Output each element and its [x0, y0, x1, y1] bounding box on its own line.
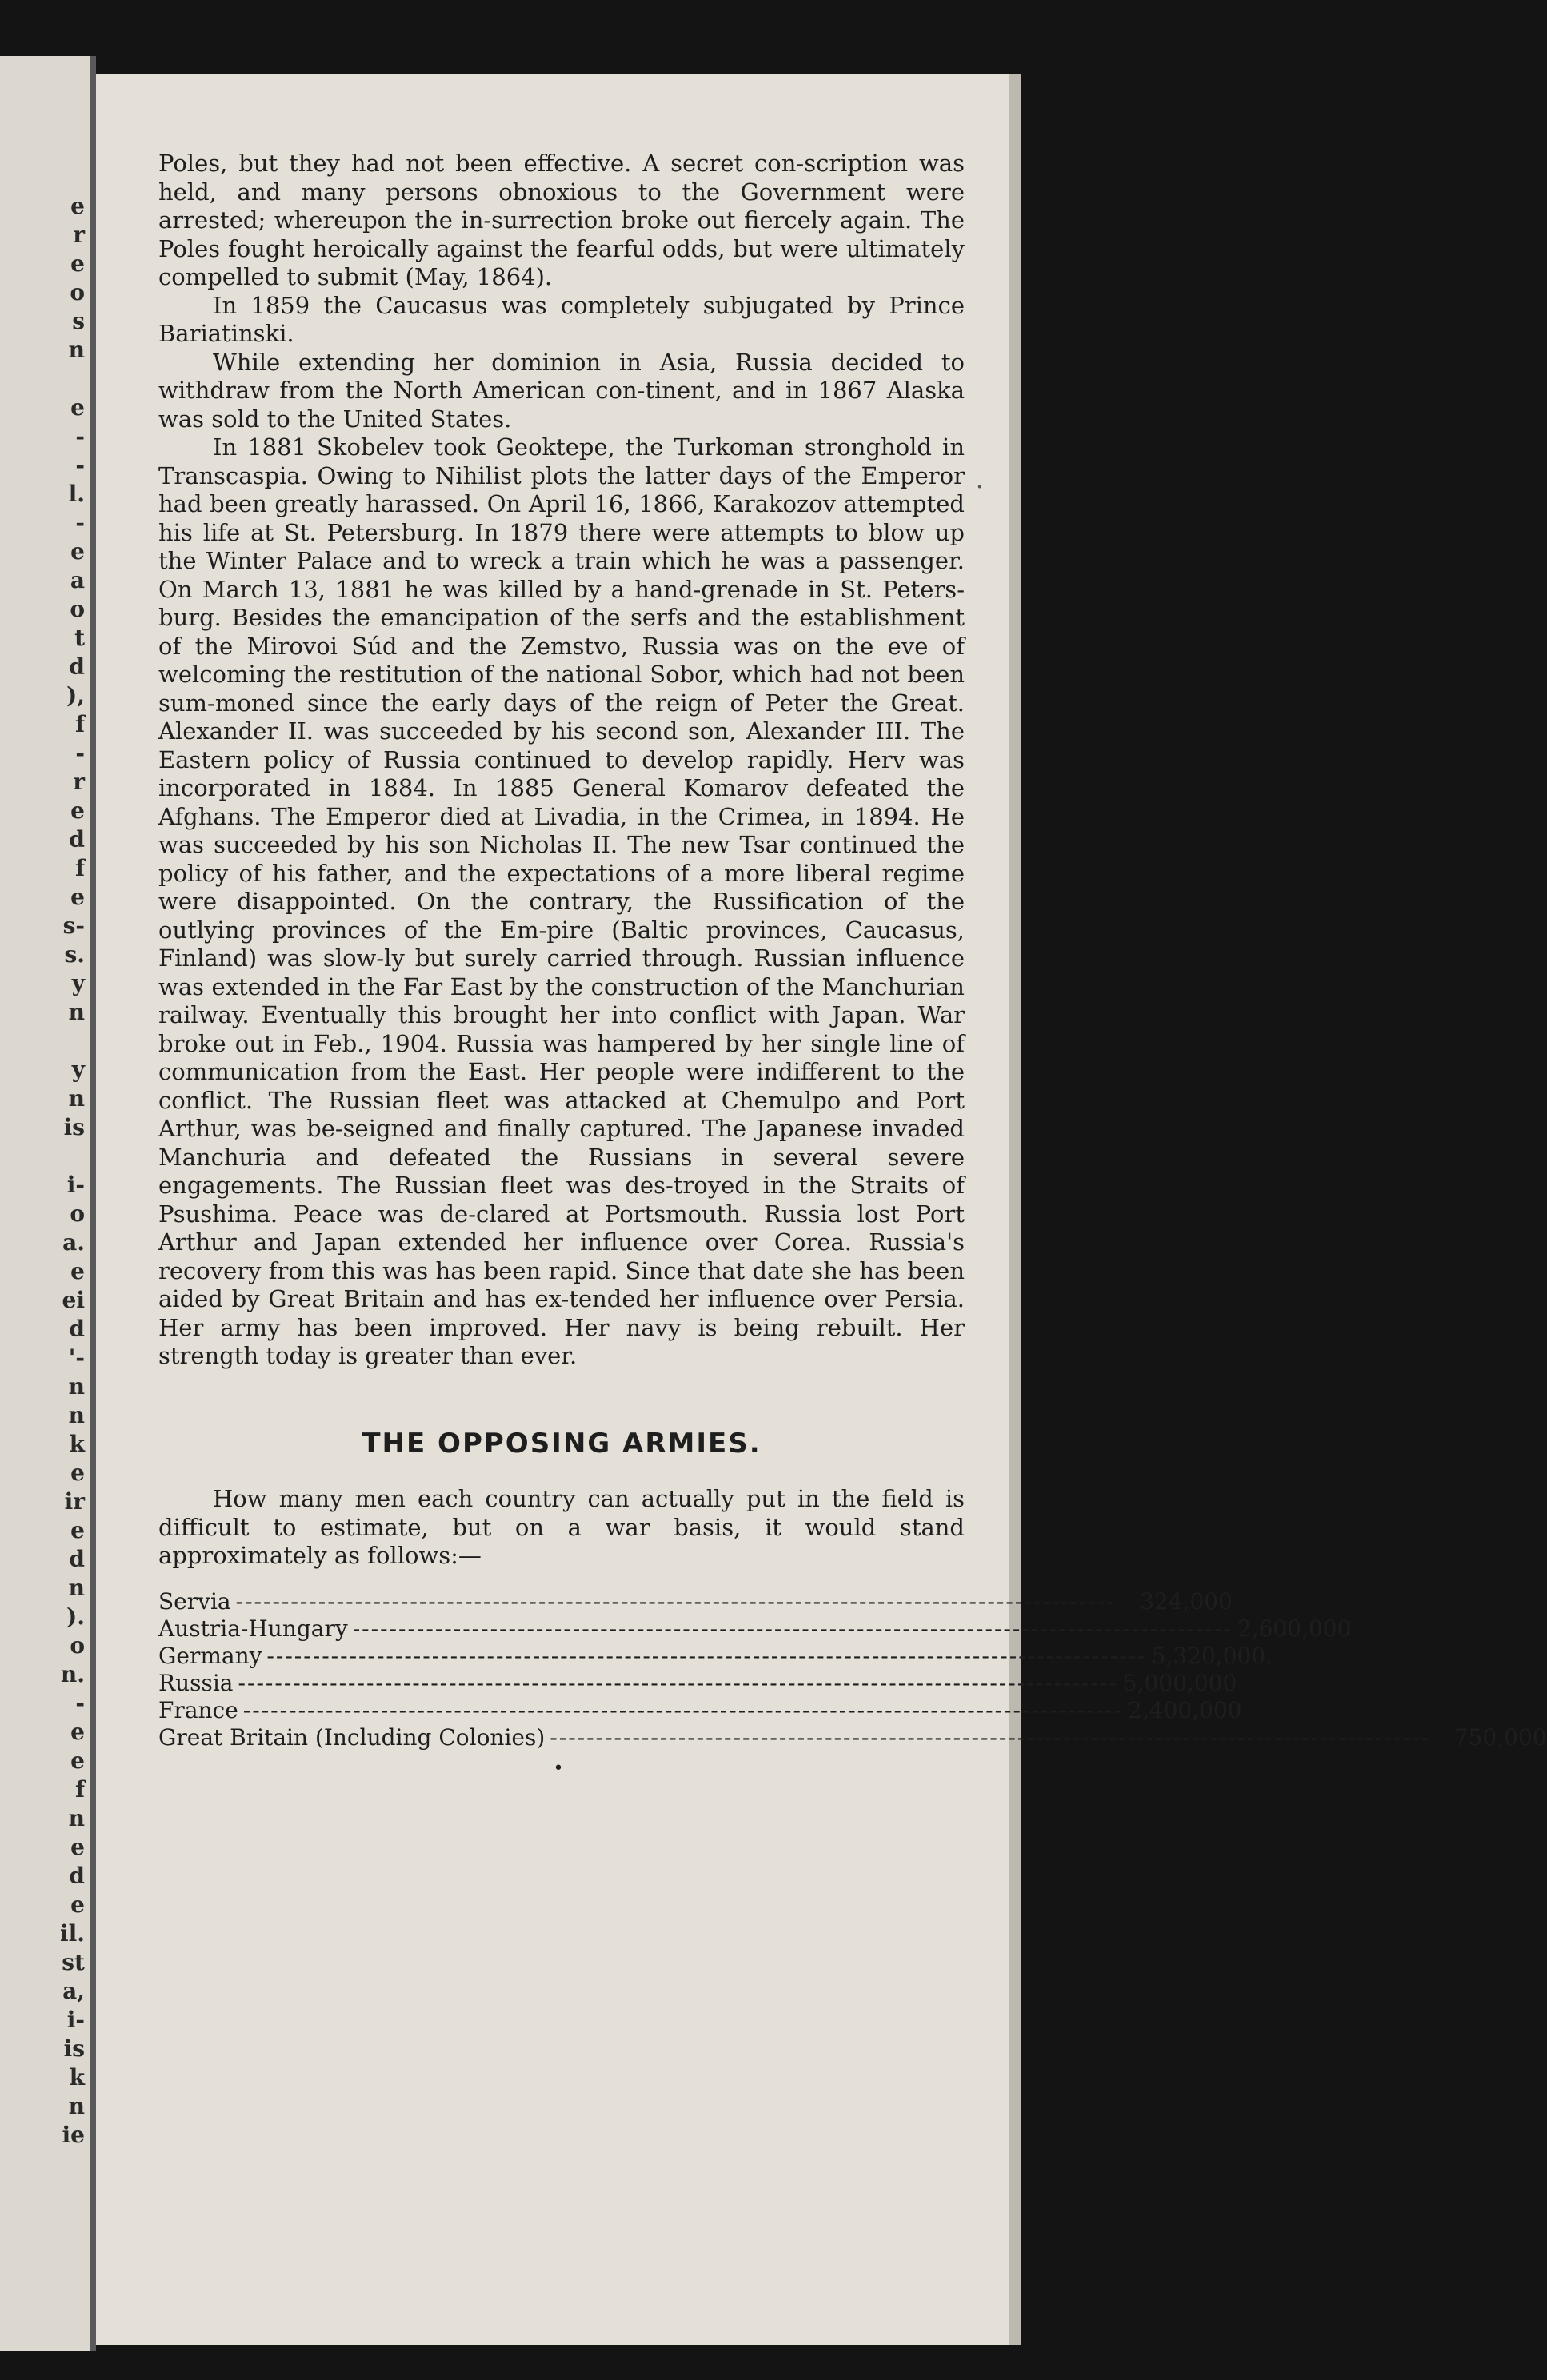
facing-page-fragment: o [70, 1200, 85, 1227]
facing-page-fragment: - [75, 740, 85, 766]
table-row [158, 1587, 1233, 1615]
table-row [158, 1669, 1237, 1697]
facing-page-fragment: n [68, 2093, 85, 2119]
facing-page-fragment: d [69, 826, 85, 853]
facing-page-fragment: n [68, 1373, 85, 1400]
facing-page-fragment: e [70, 1891, 85, 1918]
facing-page-fragment: n [68, 1402, 85, 1428]
facing-page-fragment: a [70, 567, 85, 593]
facing-page-fragment: k [69, 1431, 85, 1457]
country-name: Germany [158, 1642, 262, 1669]
facing-page-fragment: e [70, 193, 85, 219]
facing-page-fragment: e [70, 1517, 85, 1543]
facing-page-fragment: ir [64, 1488, 85, 1515]
table-row [158, 1615, 1352, 1643]
facing-page-fragment: d [69, 1316, 85, 1342]
country-name: Russia [158, 1669, 234, 1696]
facing-page-fragment: il. [59, 1920, 85, 1947]
facing-page-fragment: e [70, 884, 85, 910]
paragraph-history: In 1881 Skobelev took Geoktepe, the Turkoman stronghold in Transcaspia. Owing to Nihilist plots the latter days of the Emperor had been greatly harassed. On April 16, 1866, Karakozov attempted his life at St. Petersburg. In 1879 there were attempts to blow up the Winter Palace and to wreck a train which he was a passenger. On March 13, 1881 he was killed by a hand-grenade in St. Peters-burg. Besides the emancipation of the serfs and the establishment of the Mirovoi Súd and the Zemstvo, Russia was on the eve of welcoming the restitution of the national Sobor, which had not been sum-moned since the early days of the reign of Peter the Great. Alexander II. was succeeded by his second son, Alexander III. The Eastern policy of Russia continued to develop rapidly. Herv was incorporated in 1884. In 1885 General Komarov defeated the Afghans. The Emperor died at Livadia, in the Crimea, in 1894. He was succeeded by his son Nicholas II. The new Tsar continued the policy of his father, and the expectations of a more liberal regime were disappointed. On the contrary, the Russification of the outlying provinces of the Em-pire (Baltic provinces, Caucasus, Finland) was slow-ly but surely carried through. Russian influence was extended in the Far East by the construction of the Manchurian railway. Eventually this brought her into conflict with Japan. War broke out in Feb., 1904. Russia was hampered by her single line of communication from the East. Her people were indifferent to the conflict. The Russian fleet was attacked at Chemulpo and Port Arthur, was be-seigned and finally captured. The Japanese invaded Manchuria and defeated the Russians in several severe engagements. The Russian fleet was des-troyed in the Straits of Psushima. Peace was de-clared at Portsmouth. Russia lost Port Arthur and Japan extended her influence over Corea. Russia's recovery from this was has been rapid. Since that date she has been aided by Great Britain and has ex-tended her influence over Persia. Her army has been improved. Her navy is being rebuilt. Her strength today is greater than ever. [158, 433, 965, 1369]
facing-page-fragment: e [70, 1258, 85, 1284]
document-page [96, 74, 1547, 2345]
leader-dots: ------------------------------------------------------------------------------------------------ [242, 1696, 1124, 1723]
leader-dots: ------------------------------------------------------------------------------------------------ [238, 1669, 1118, 1696]
book-gutter [90, 56, 96, 2351]
facing-page-fragment: d [69, 1546, 85, 1572]
facing-page-fragment: d [69, 653, 85, 680]
paragraph-poles: Poles, but they had not been effective. A secret con-scription was held, and many persons obnoxious to the Government were arrested; whereupon the in-surrection broke out fiercely again. The Poles fought heroically against the fearful odds, but were ultimately compelled to submit (May, 1864). [158, 150, 965, 290]
facing-page-fragment [53, 1027, 85, 1056]
facing-page-fragment: o [70, 279, 85, 305]
facing-page-fragment: is [63, 2035, 85, 2062]
facing-page-fragment: o [70, 596, 85, 622]
facing-page-fragment: a, [62, 1978, 85, 2004]
section-intro: How many men each country can actually put in the field is difficult to estimate, but on a war basis, it would stand approximately as follows:— [158, 1485, 965, 1569]
armies-table [158, 1587, 1547, 1751]
table-row [158, 1723, 1547, 1751]
facing-page-fragment [53, 1142, 85, 1171]
table-row [158, 1642, 1273, 1670]
facing-page-fragment: i- [66, 2007, 85, 2033]
page-content [158, 150, 1547, 1783]
facing-page-fragment: is [63, 1114, 85, 1140]
facing-page-fragment: ), [66, 682, 85, 709]
facing-page-fragment: o [70, 1632, 85, 1659]
leader-dots: ------------------------------------------------------------------------------------------------ [266, 1642, 1147, 1669]
facing-page-fragment: '- [68, 1344, 85, 1371]
facing-page-fragment: e [70, 538, 85, 565]
facing-page-fragment: e [70, 1747, 85, 1774]
facing-page-fragment: e [70, 250, 85, 277]
facing-page-fragment: d [69, 1863, 85, 1889]
footer-bullet: • [553, 1758, 564, 1779]
army-size: 2,400,000 [1128, 1696, 1242, 1723]
paragraph-alaska: While extending her dominion in Asia, Russia decided to withdraw from the North American con-tinent, and in 1867 Alaska was sold to the United States. [158, 348, 965, 433]
country-name: Servia [158, 1587, 231, 1615]
paragraph-caucasus: In 1859 the Caucasus was completely subjugated by Prince Bariatinski. [158, 291, 965, 347]
facing-page-edge [0, 56, 90, 2351]
facing-page-fragment: f [74, 855, 85, 881]
facing-page-fragment: r [73, 222, 85, 248]
army-size: 324,000 [1140, 1587, 1233, 1615]
facing-page-fragment: - [75, 1690, 85, 1716]
facing-page-fragment: n [68, 999, 85, 1025]
facing-page-fragment: k [69, 2064, 85, 2090]
facing-page-fragment: e [70, 1834, 85, 1860]
facing-page-fragment: t [74, 625, 85, 651]
facing-page-fragment: s- [62, 912, 85, 939]
facing-page-fragment [53, 365, 85, 393]
facing-page-fragment: n [68, 1805, 85, 1831]
facing-page-fragment: s. [64, 941, 85, 968]
facing-page-fragment: ie [62, 2122, 85, 2148]
facing-page-fragment: ei [62, 1287, 85, 1313]
country-name: Great Britain (Including Colonies) [158, 1723, 546, 1751]
section-heading: THE OPPOSING ARMIES. [362, 1427, 762, 1460]
facing-page-fragment: i- [66, 1172, 85, 1198]
facing-page-fragment: - [75, 423, 85, 449]
facing-page-fragment: ). [66, 1603, 85, 1630]
stray-print-mark: · [976, 473, 984, 501]
facing-page-fragment: a. [62, 1229, 85, 1256]
facing-page-fragment: st [62, 1949, 85, 1975]
army-size: 5,320,000. [1151, 1642, 1273, 1669]
country-name: France [158, 1696, 238, 1723]
army-size: 750,000 [1453, 1723, 1547, 1751]
facing-page-fragment: e [70, 1460, 85, 1486]
army-size: 2,600,000 [1237, 1615, 1352, 1642]
facing-page-fragment: n [68, 1085, 85, 1112]
facing-page-fragment: e [70, 394, 85, 421]
facing-page-fragment: - [75, 509, 85, 536]
facing-page-fragment: n [68, 1575, 85, 1601]
facing-page-fragment: n [68, 337, 85, 363]
army-size: 5,000,000 [1122, 1669, 1237, 1696]
facing-page-fragment: f [74, 1776, 85, 1803]
facing-page-fragment: y [71, 970, 85, 996]
facing-page-letter-fragments [53, 192, 85, 2150]
facing-page-fragment: n. [60, 1661, 85, 1687]
facing-page-fragment: e [70, 797, 85, 824]
facing-page-fragment: l. [68, 481, 85, 507]
leader-dots: ------------------------------------------------------------------------------------------------ [352, 1615, 1233, 1642]
facing-page-fragment: r [73, 769, 85, 795]
facing-page-fragment: f [74, 711, 85, 737]
table-row [158, 1696, 1242, 1724]
country-name: Austria-Hungary [158, 1615, 348, 1642]
facing-page-fragment: s [72, 308, 85, 334]
leader-dots: ------------------------------------------------------------------------------------------------ [550, 1723, 1430, 1751]
facing-page-fragment: - [75, 452, 85, 478]
facing-page-fragment: e [70, 1719, 85, 1745]
leader-dots: ------------------------------------------------------------------------------------------------ [235, 1587, 1116, 1615]
facing-page-fragment: y [71, 1056, 85, 1083]
